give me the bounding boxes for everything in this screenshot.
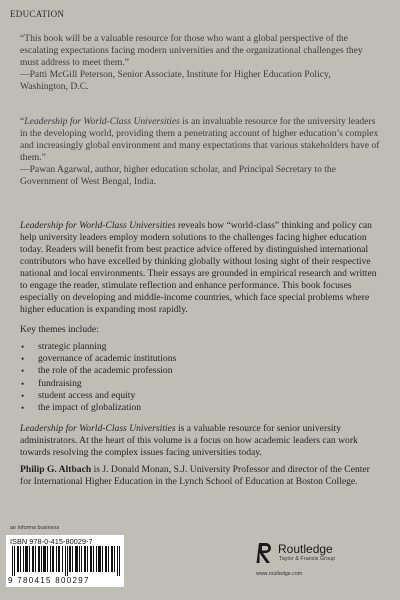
list-item-label: the role of the academic profession	[38, 365, 173, 377]
publisher-subtitle: Taylor & Francis Group	[279, 556, 336, 562]
publisher-block	[256, 540, 376, 580]
bullet-icon: •	[21, 354, 25, 365]
book-title-mention: Leadership for World-Class Universities	[20, 220, 176, 231]
bullet-icon: •	[21, 390, 25, 401]
endorsement-attribution-location: Washington, D.C.	[20, 81, 89, 92]
barcode-digits: 9 780415 800297	[8, 576, 90, 585]
book-description	[20, 220, 380, 316]
themes-list	[20, 341, 380, 414]
list-item-label: fundraising	[38, 377, 82, 389]
list-item-label: student access and equity	[38, 389, 136, 401]
endorsement-attribution-location: Government of West Bengal, India.	[20, 176, 156, 187]
list-item	[20, 353, 380, 365]
list-item	[20, 341, 380, 353]
description-text: reveals how “world-class” thinking and policy can help university leaders employ modern solutions to the challenges facing higher education today. Readers will benefit from best practice advice offered by distinguished international contributors who have excelled by thinking globally without losing sight of their respective national and local environments. Their essays are grounded in empirical research and written to engage the reader, stimulate reflection and enhance performance. This book focuses especially on developing and middle-income countries, which face special problems where higher education is expanding most rapidly.	[20, 220, 377, 315]
endorsement-attribution: —Patti McGill Peterson, Senior Associate, Institute for Higher Education Policy,	[20, 69, 331, 80]
bullet-icon: •	[21, 342, 25, 352]
author-bio-text: is J. Donald Monan, S.J. University Professor and director of the Center for International Higher Education in the Lynch School of Education at Boston College.	[20, 464, 370, 487]
endorsement-text: is an invaluable resource for the university leaders in the developing world, providing them a penetrating account of higher education’s complex and increasingly global environment and many expectations that various stakeholders have of them.”	[20, 116, 380, 163]
book-title-mention: Leadership for World-Class Universities	[24, 116, 180, 127]
bullet-icon: •	[21, 403, 25, 414]
bullet-icon: •	[21, 378, 25, 389]
endorsement-quote	[20, 116, 380, 164]
list-item-label: the impact of globalization	[38, 402, 142, 414]
closing-text: is a valuable resource for senior university administrators. At the heart of this volume is a focus on how academic leaders can work towards resolving the complex issues facing universities today.	[20, 423, 358, 458]
author-bio	[20, 464, 380, 488]
list-item	[20, 402, 380, 414]
closing-text-block	[20, 423, 380, 459]
list-item-label: strategic planning	[38, 341, 107, 352]
isbn-label: ISBN 978-0-415-80029-7	[10, 537, 93, 546]
endorsement-1	[20, 33, 380, 93]
list-item-label: governance of academic institutions	[38, 353, 177, 365]
endorsement-quote: “This book will be a valuable resource for those who want a global perspective of the escalating expectations facing modern universities and the organizational challenges they must address to meet them.”	[20, 33, 363, 68]
endorsement-attribution: —Pawan Agarwal, author, higher education scholar, and Principal Secretary to the	[20, 164, 336, 175]
book-title-mention: Leadership for World-Class Universities	[20, 423, 176, 434]
quote-mark: “	[20, 116, 25, 127]
informa-imprint: an informa business	[10, 525, 60, 531]
author-bio-text-block	[20, 464, 380, 488]
closing-paragraph	[20, 423, 380, 459]
category-label: EDUCATION	[10, 9, 65, 19]
list-item	[20, 390, 380, 402]
barcode-bars-icon	[12, 546, 120, 576]
endorsement-2	[20, 116, 380, 188]
themes-heading: Key themes include:	[20, 324, 99, 335]
publisher-url: www.routledge.com	[256, 571, 303, 577]
author-name: Philip G. Altbach	[20, 464, 92, 475]
publisher-name: Routledge	[278, 542, 333, 556]
description-paragraph	[20, 220, 380, 316]
barcode	[6, 535, 124, 587]
bullet-icon: •	[21, 366, 25, 377]
routledge-logo-icon	[256, 541, 274, 565]
list-item	[20, 365, 380, 377]
list-item	[20, 378, 380, 390]
